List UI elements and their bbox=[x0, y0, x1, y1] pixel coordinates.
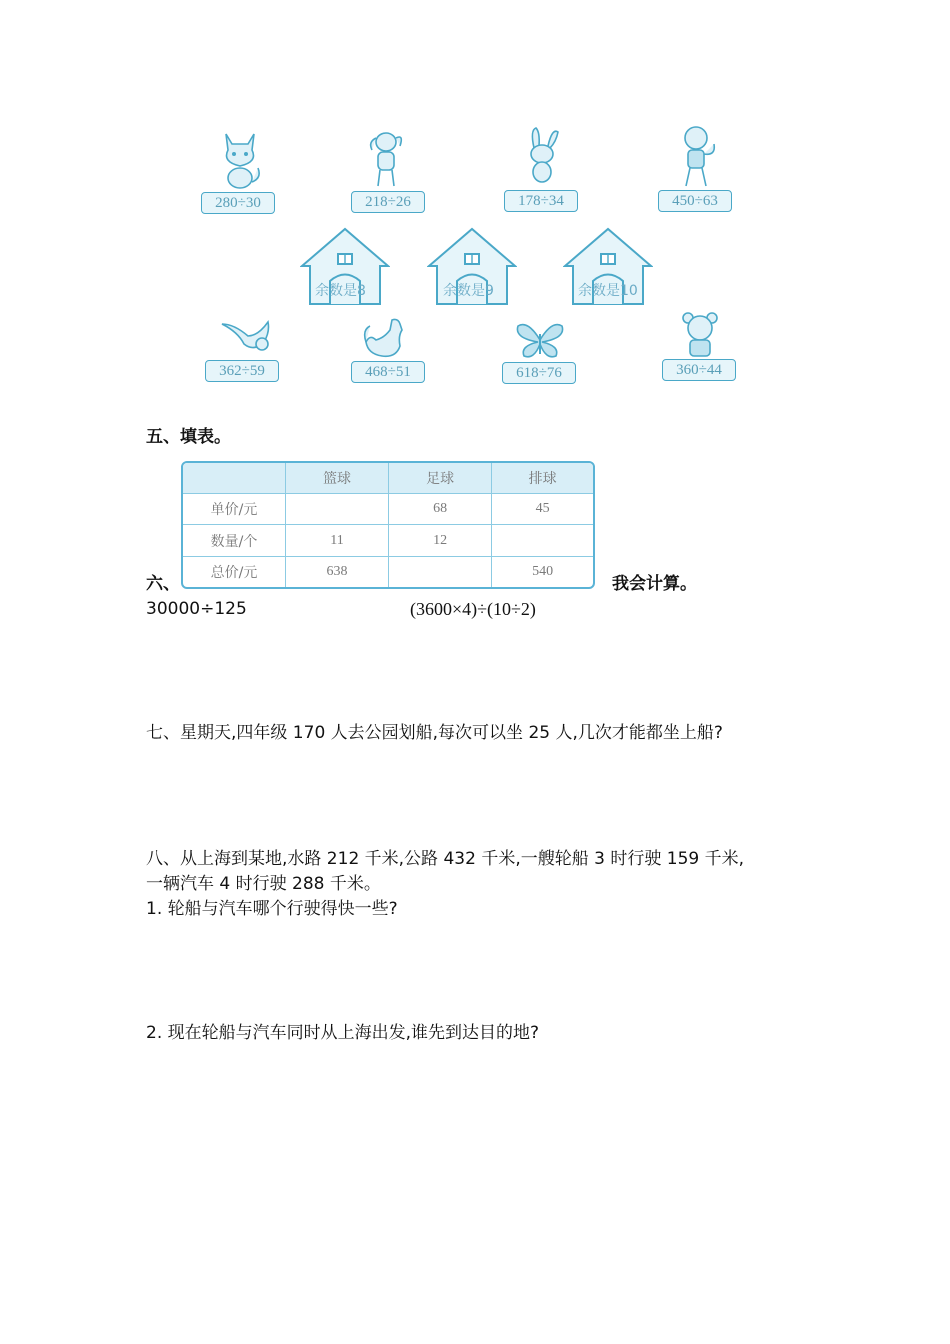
calc-expression-2: (3600×4)÷(10÷2) bbox=[410, 599, 536, 619]
table-cell: 68 bbox=[389, 494, 492, 525]
table-header-cell: 足球 bbox=[389, 463, 492, 494]
remainder-label: 余数是8 bbox=[315, 283, 366, 299]
table-cell[interactable] bbox=[389, 556, 492, 587]
table-header-cell: 排球 bbox=[492, 463, 593, 494]
section-5-title: 五、填表。 bbox=[146, 427, 231, 447]
section-8-question-2: 2. 现在轮船与汽车同时从上海出发,谁先到达目的地? bbox=[146, 1023, 540, 1043]
section-8-line-2: 一辆汽车 4 时行驶 288 千米。 bbox=[146, 874, 381, 894]
remainder-label: 余数是10 bbox=[578, 283, 638, 299]
section-8-question-1: 1. 轮船与汽车哪个行驶得快一些? bbox=[146, 899, 398, 919]
fill-table bbox=[181, 461, 595, 589]
expression-box: 468÷51 bbox=[351, 361, 425, 383]
section-6-title: 我会计算。 bbox=[612, 574, 697, 594]
dog-icon bbox=[364, 128, 408, 190]
table-cell: 11 bbox=[286, 525, 389, 556]
section-8-line-1: 八、从上海到某地,水路 212 千米,公路 432 千米,一艘轮船 3 时行驶 159 千米, bbox=[146, 849, 745, 869]
table-cell: 45 bbox=[492, 494, 593, 525]
expression-box: 218÷26 bbox=[351, 191, 425, 213]
table-row-label: 数量/个 bbox=[183, 525, 286, 556]
rabbit-icon bbox=[522, 126, 562, 188]
butterfly-icon bbox=[514, 320, 566, 360]
expression-box: 450÷63 bbox=[658, 190, 732, 212]
section-7-question: 七、星期天,四年级 170 人去公园划船,每次可以坐 25 人,几次才能都坐上船? bbox=[146, 723, 723, 743]
table-row bbox=[183, 494, 593, 525]
section-6-prefix: 六、 bbox=[146, 574, 180, 594]
remainder-label: 余数是9 bbox=[443, 283, 494, 299]
table-header-cell: 篮球 bbox=[286, 463, 389, 494]
table-row bbox=[183, 463, 593, 494]
monkey-icon bbox=[674, 124, 720, 190]
table-cell: 540 bbox=[492, 556, 593, 587]
expression-box: 280÷30 bbox=[201, 192, 275, 214]
table-cell[interactable] bbox=[286, 494, 389, 525]
table-row bbox=[183, 525, 593, 556]
cat-icon bbox=[218, 128, 262, 190]
expression-box: 360÷44 bbox=[662, 359, 736, 381]
calc-expression-1: 30000÷125 bbox=[146, 599, 247, 619]
table-cell: 638 bbox=[286, 556, 389, 587]
table-row bbox=[183, 556, 593, 587]
table-row-label: 总价/元 bbox=[183, 556, 286, 587]
expression-box: 178÷34 bbox=[504, 190, 578, 212]
expression-box: 362÷59 bbox=[205, 360, 279, 382]
expression-box: 618÷76 bbox=[502, 362, 576, 384]
bird-icon bbox=[218, 318, 274, 360]
table-cell: 12 bbox=[389, 525, 492, 556]
table-cell[interactable] bbox=[492, 525, 593, 556]
rooster-icon bbox=[362, 316, 408, 362]
table-row-label: 单价/元 bbox=[183, 494, 286, 525]
table-cell bbox=[183, 463, 286, 494]
bear-icon bbox=[678, 310, 722, 360]
